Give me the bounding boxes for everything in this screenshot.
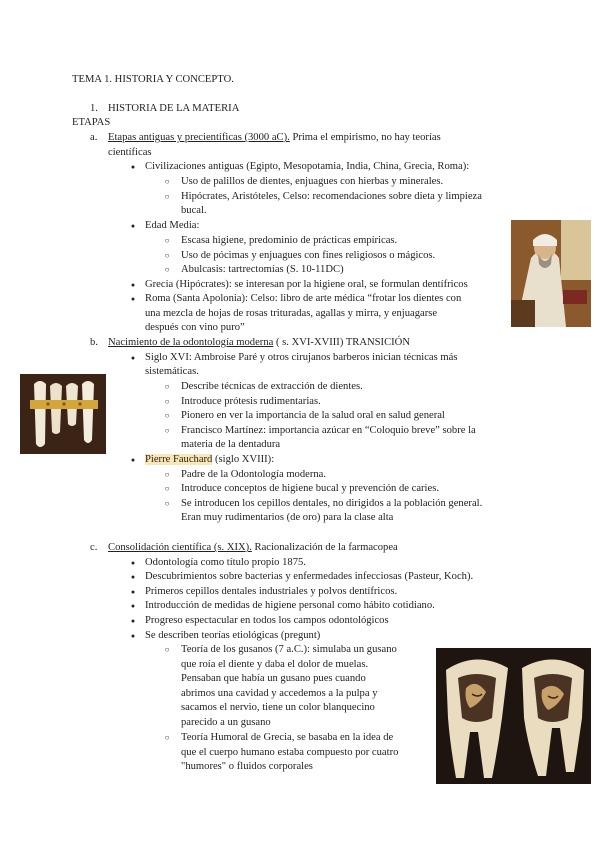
stage-a-title: Etapas antiguas y precientíficas (3000 aC). xyxy=(108,132,290,143)
a-sub-1-2-cont: bucal. xyxy=(181,205,207,216)
bullet-icon xyxy=(128,570,138,585)
circle-bullet-icon xyxy=(162,643,172,658)
worm-theory-line: Teoría de los gusanos (7 a.C.): simulaba un gusano xyxy=(181,644,397,655)
circle-bullet-icon xyxy=(162,409,172,424)
circle-bullet-icon xyxy=(162,234,172,249)
b-bullet-2-rest: (siglo XVIII): xyxy=(212,454,275,465)
a-bullet-4-cont2: después con vino puro” xyxy=(145,322,245,333)
bullet-icon xyxy=(128,629,138,644)
gold-dental-prosthesis-image xyxy=(20,374,106,454)
stage-c-heading xyxy=(108,541,398,556)
section-number: 1. xyxy=(90,103,98,114)
humoral-theory-line: Teoría Humoral de Grecia, se basaba en la idea de xyxy=(181,732,394,743)
c-bullet-4: Introducción de medidas de higiene personal como hábito cotidiano. xyxy=(145,600,435,611)
b-sub-2-3-cont: Eran muy rudimentarios (de oro) para la clase alta xyxy=(181,512,394,523)
stage-b-title: Nacimiento de la odontología moderna xyxy=(108,337,274,348)
highlighted-name: Pierre Fauchard xyxy=(145,454,213,465)
worm-theory-line: que roía el diente y daba el dolor de muelas. xyxy=(181,658,369,670)
saint-apollonia-painting-image xyxy=(511,220,591,327)
b-sub-2-1: Padre de la Odontología moderna. xyxy=(181,469,327,480)
bullet-icon xyxy=(128,556,138,571)
a-sub-1-1: Uso de palillos de dientes, enjuagues con hierbas y minerales. xyxy=(181,176,444,187)
circle-bullet-icon xyxy=(162,249,172,264)
worm-theory-line: sacamos el nervio, tiene un color blanquecino xyxy=(181,702,375,713)
circle-bullet-icon xyxy=(162,468,172,483)
a-bullet-3: Grecia (Hipócrates): se interesan por la higiene oral, se formulan dentífricos xyxy=(145,279,468,290)
a-sub-2-2: Uso de pócimas y enjuagues con fines religiosos o mágicos. xyxy=(181,250,436,261)
b-sub-2-2: Introduce conceptos de higiene bucal y prevención de caries. xyxy=(181,483,439,494)
stage-a-heading xyxy=(108,131,441,146)
a-sub-2-1: Escasa higiene, predominio de prácticas empíricas. xyxy=(181,235,398,246)
circle-bullet-icon xyxy=(162,482,172,497)
b-bullet-1: Siglo XVI: Ambroise Paré y otros cirujanos barberos inician técnicas más xyxy=(145,352,458,363)
humoral-theory-line: que el cuerpo humano estaba compuesto por cuatro xyxy=(181,746,399,758)
worm-theory xyxy=(181,643,397,730)
c-bullet-2: Descubrimientos sobre bacterias y enfermedades infecciosas (Pasteur, Koch). xyxy=(145,571,474,582)
item-letter-c: c. xyxy=(90,542,98,553)
circle-bullet-icon xyxy=(162,424,172,439)
b-sub-1-4: Francisco Martínez: importancia azúcar en “Coloquio breve” sobre la xyxy=(181,425,476,436)
item-letter-a: a. xyxy=(90,132,98,143)
circle-bullet-icon xyxy=(162,190,172,205)
stage-c-desc: Racionalización de la farmacopea xyxy=(251,542,398,553)
stage-a-desc-cont: científicas xyxy=(108,147,152,158)
circle-bullet-icon xyxy=(162,263,172,278)
bullet-icon xyxy=(128,453,138,468)
b-sub-1-4-cont: materia de la dentadura xyxy=(181,439,281,450)
c-bullet-3: Primeros cepillos dentales industriales y polvos dentífricos. xyxy=(145,586,398,597)
c-bullet-5: Progreso espectacular en todos los campos odontológicos xyxy=(145,615,389,626)
stage-c-title: Consolidación científica (s. XIX). xyxy=(108,542,252,553)
section-heading: HISTORIA DE LA MATERIA xyxy=(108,103,240,114)
b-sub-1-2: Introduce prótesis rudimentarias. xyxy=(181,396,321,407)
etapas-label: ETAPAS xyxy=(72,117,111,128)
bullet-icon xyxy=(128,292,138,307)
a-bullet-1: Civilizaciones antiguas (Egipto, Mesopotamia, India, China, Grecia, Roma): xyxy=(145,161,470,172)
b-bullet-2 xyxy=(145,453,274,468)
c-bullet-6: Se describen teorías etiológicas (pregunt) xyxy=(145,630,321,641)
stage-a-desc: Prima el empirismo, no hay teorías xyxy=(289,132,441,143)
page-title: TEMA 1. HISTORIA Y CONCEPTO. xyxy=(72,74,234,85)
bullet-icon xyxy=(128,278,138,293)
worm-theory-line: Pensaban que había un gusano pues cuando xyxy=(181,673,366,684)
a-bullet-4: Roma (Santa Apolonia): Celso: libro de arte médica “frotar los dientes con xyxy=(145,293,462,304)
b-sub-1-1: Describe técnicas de extracción de dientes. xyxy=(181,381,363,392)
humoral-theory-line: "humores" o fluidos corporales xyxy=(181,761,313,772)
worm-theory-line: parecido a un gusano xyxy=(181,716,271,728)
circle-bullet-icon xyxy=(162,395,172,410)
a-bullet-2: Edad Media: xyxy=(145,220,200,231)
b-sub-1-3: Pionero en ver la importancia de la salud oral en salud general xyxy=(181,410,445,421)
bullet-icon xyxy=(128,351,138,366)
carved-molars-tooth-worm-image xyxy=(436,648,591,784)
bullet-icon xyxy=(128,219,138,234)
circle-bullet-icon xyxy=(162,380,172,395)
circle-bullet-icon xyxy=(162,497,172,512)
humoral-theory xyxy=(181,731,398,775)
a-sub-2-3: Abulcasis: tartrectomías (S. 10-11DC) xyxy=(181,264,344,275)
b-sub-2-3: Se introducen los cepillos dentales, no dirigidos a la población general. xyxy=(181,498,483,509)
bullet-icon xyxy=(128,585,138,600)
c-bullet-1: Odontología como título propio 1875. xyxy=(145,557,306,568)
stage-b-desc: ( s. XVI-XVIII) TRANSICIÓN xyxy=(273,337,410,348)
bullet-icon xyxy=(128,614,138,629)
circle-bullet-icon xyxy=(162,175,172,190)
bullet-icon xyxy=(128,599,138,614)
a-bullet-4-cont: una mezcla de hojas de rosas trituradas, agallas y mirra, y enjuagarse xyxy=(145,308,438,319)
worm-theory-line: abrimos una cavidad y accedemos a la pulpa y xyxy=(181,687,378,699)
item-letter-b: b. xyxy=(90,337,98,348)
bullet-icon xyxy=(128,160,138,175)
b-bullet-1-cont: sistemáticas. xyxy=(145,366,199,377)
a-sub-1-2: Hipócrates, Aristóteles, Celso: recomendaciones sobre dieta y limpieza xyxy=(181,191,482,202)
circle-bullet-icon xyxy=(162,731,172,746)
stage-b-heading xyxy=(108,336,410,351)
